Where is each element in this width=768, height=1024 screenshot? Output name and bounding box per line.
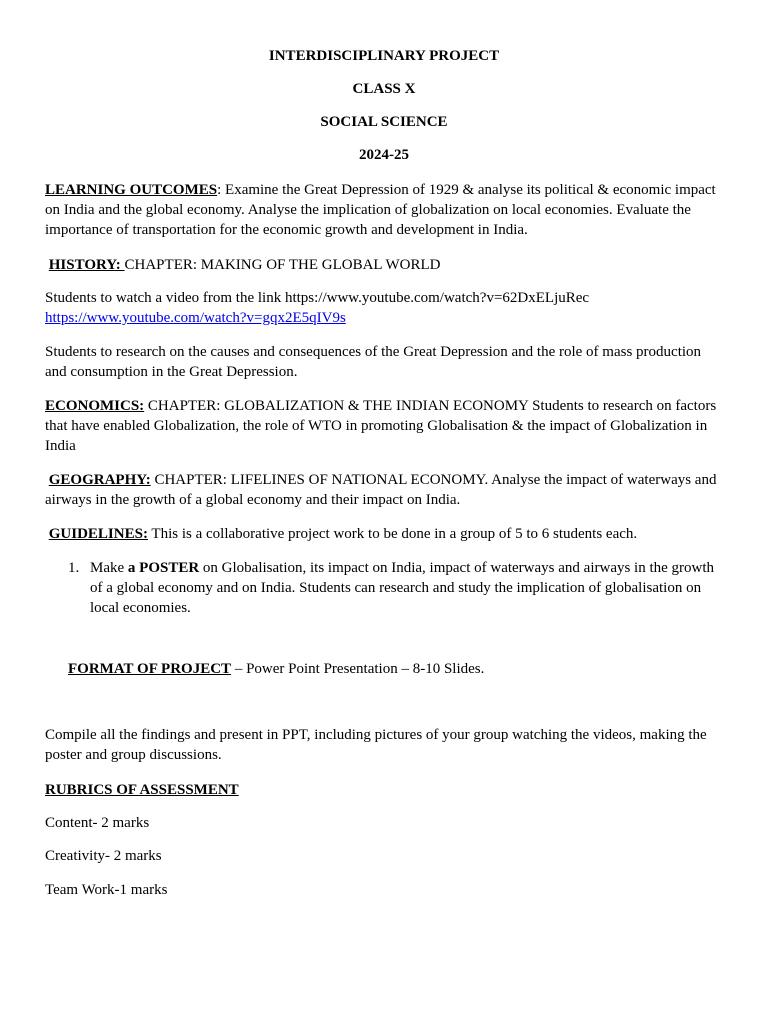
rubric-item: Team Work-1 marks [45, 882, 168, 898]
economics-paragraph [45, 396, 725, 456]
format-paragraph [68, 659, 725, 679]
rubrics-heading [45, 780, 725, 800]
title-year: 2024-25 [359, 147, 409, 163]
guidelines-paragraph [45, 524, 725, 544]
rubrics-title: RUBRICS OF ASSESSMENT [45, 782, 239, 798]
guidelines-text: This is a collaborative project work to be done in a group of 5 to 6 students each. [147, 526, 638, 542]
list-item-bold: a POSTER [127, 560, 200, 576]
learning-outcomes-text: : Examine the Great Depression of 1929 & analyse its political & economic impact on India and the global economy. Analyse the implication of globalization on local economies. Evaluate the importance of transportation for the economic growth and development in India. [45, 182, 716, 238]
research-paragraph: Students to research on the causes and consequences of the Great Depression and the role of mass production and consumption in the Great Depression. [45, 344, 702, 380]
history-text: CHAPTER: MAKING OF THE GLOBAL WORLD [124, 257, 441, 273]
geography-label: GEOGRAPHY: [48, 472, 151, 488]
title-class: CLASS X [352, 81, 416, 97]
video-text: Students to watch a video from the link https://www.youtube.com/watch?v=62DxELjuRec [45, 290, 590, 306]
title-project: INTERDISCIPLINARY PROJECT [268, 48, 500, 64]
history-label: HISTORY: [48, 257, 125, 273]
learning-outcomes-paragraph [45, 180, 725, 240]
geography-paragraph [45, 470, 725, 510]
geography-text: CHAPTER: LIFELINES OF NATIONAL ECONOMY. Analyse the impact of waterways and airways in the growth of a global economy and their impact on India. [45, 472, 717, 508]
learning-outcomes-label: LEARNING OUTCOMES [45, 182, 218, 198]
list-number: 1. [68, 560, 80, 576]
youtube-link[interactable]: https://www.youtube.com/watch?v=gqx2E5qIV9s [45, 310, 346, 326]
list-item-post: on Globalisation, its impact on India, impact of waterways and airways in the growth of a global economy and on India. Students can research and study the implication of globalisation on local economies. [90, 560, 715, 616]
title-subject: SOCIAL SCIENCE [320, 114, 448, 130]
guidelines-label: GUIDELINES: [48, 526, 148, 542]
video-paragraph [45, 288, 725, 328]
rubric-item: Creativity- 2 marks [45, 848, 162, 864]
history-paragraph [45, 255, 725, 275]
list-item-pre: Make [90, 560, 128, 576]
format-label: FORMAT OF PROJECT [68, 661, 232, 677]
rubric-item: Content- 2 marks [45, 815, 150, 831]
economics-text: CHAPTER: GLOBALIZATION & THE INDIAN ECONOMY Students to research on factors that have enabled Globalization, the role of WTO in promoting Globalisation & the impact of Globalization in India [45, 398, 717, 454]
compile-paragraph: Compile all the findings and present in PPT, including pictures of your group watching the videos, making the poster and group discussions. [45, 727, 707, 763]
economics-label: ECONOMICS: [45, 398, 145, 414]
list-item [90, 558, 725, 618]
format-text: – Power Point Presentation – 8-10 Slides. [231, 661, 485, 677]
